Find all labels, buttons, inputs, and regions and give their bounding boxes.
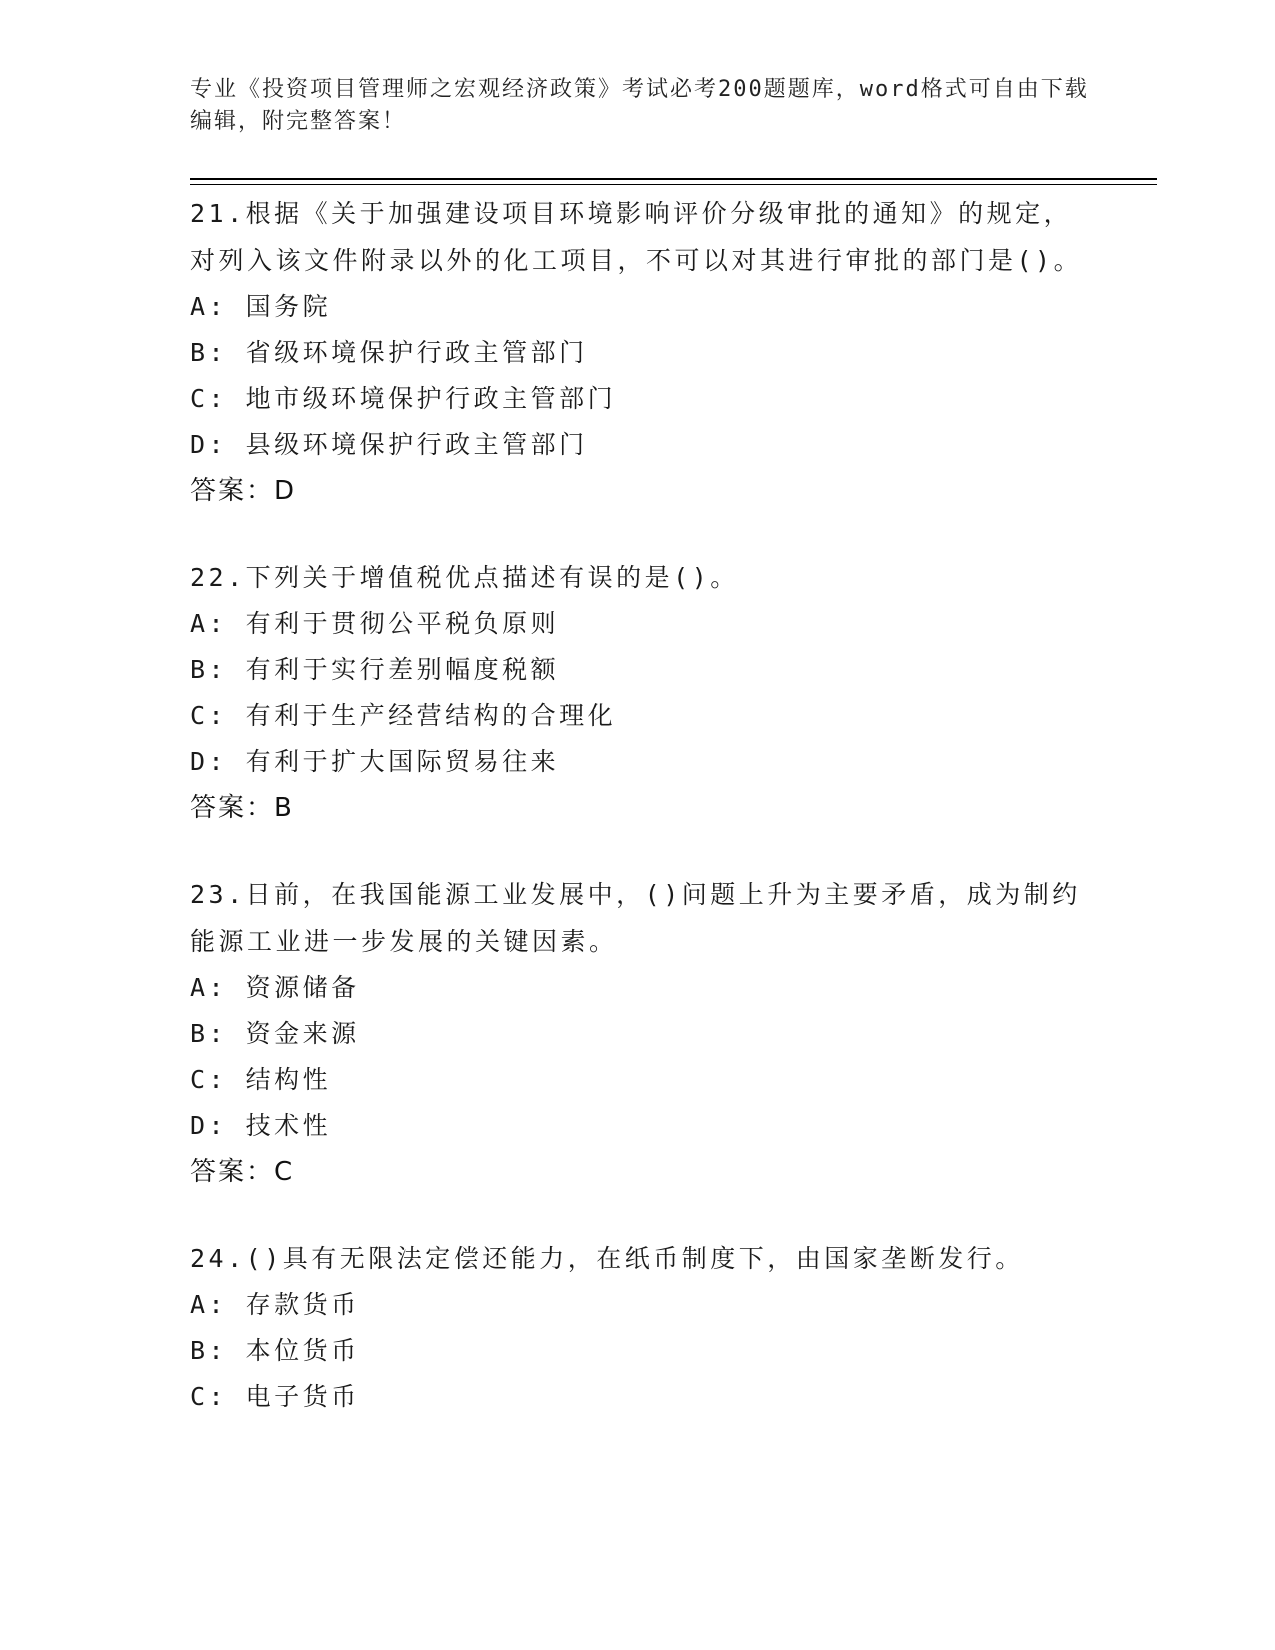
option-c: C: 结构性 <box>190 1065 332 1094</box>
question-22 <box>190 554 1090 831</box>
answer: 答案：B <box>190 793 294 823</box>
option-d: D: 有利于扩大国际贸易往来 <box>190 747 560 776</box>
option-a: A: 有利于贯彻公平税负原则 <box>190 609 560 638</box>
question-21 <box>190 190 1090 514</box>
option-b: B: 省级环境保护行政主管部门 <box>190 338 588 367</box>
option-a: A: 国务院 <box>190 292 332 321</box>
header-divider-thick <box>190 178 1157 180</box>
question-23 <box>190 871 1090 1195</box>
option-a: A: 存款货币 <box>190 1290 360 1319</box>
answer: 答案：D <box>190 476 297 506</box>
answer: 答案：C <box>190 1157 295 1187</box>
option-b: B: 有利于实行差别幅度税额 <box>190 655 560 684</box>
question-text: 22.下列关于增值税优点描述有误的是()。 <box>190 563 739 592</box>
option-c: C: 电子货币 <box>190 1382 360 1411</box>
header-divider-thin <box>190 184 1157 185</box>
option-a: A: 资源储备 <box>190 973 360 1002</box>
option-c: C: 有利于生产经营结构的合理化 <box>190 701 617 730</box>
document-header: 专业《投资项目管理师之宏观经济政策》考试必考200题题库，word格式可自由下载编辑，附完整答案！ <box>190 77 1089 134</box>
option-d: D: 县级环境保护行政主管部门 <box>190 430 588 459</box>
question-list <box>190 190 1090 1460</box>
question-text: 24.()具有无限法定偿还能力，在纸币制度下，由国家垄断发行。 <box>190 1244 1024 1273</box>
question-text: 23.日前，在我国能源工业发展中，()问题上升为主要矛盾，成为制约能源工业进一步发展的关键因素。 <box>190 880 1081 956</box>
option-d: D: 技术性 <box>190 1111 332 1140</box>
option-b: B: 资金来源 <box>190 1019 360 1048</box>
question-24 <box>190 1235 1090 1420</box>
option-c: C: 地市级环境保护行政主管部门 <box>190 384 617 413</box>
option-b: B: 本位货币 <box>190 1336 360 1365</box>
question-text: 21.根据《关于加强建设项目环境影响评价分级审批的通知》的规定，对列入该文件附录以外的化工项目，不可以对其进行审批的部门是()。 <box>190 199 1083 275</box>
